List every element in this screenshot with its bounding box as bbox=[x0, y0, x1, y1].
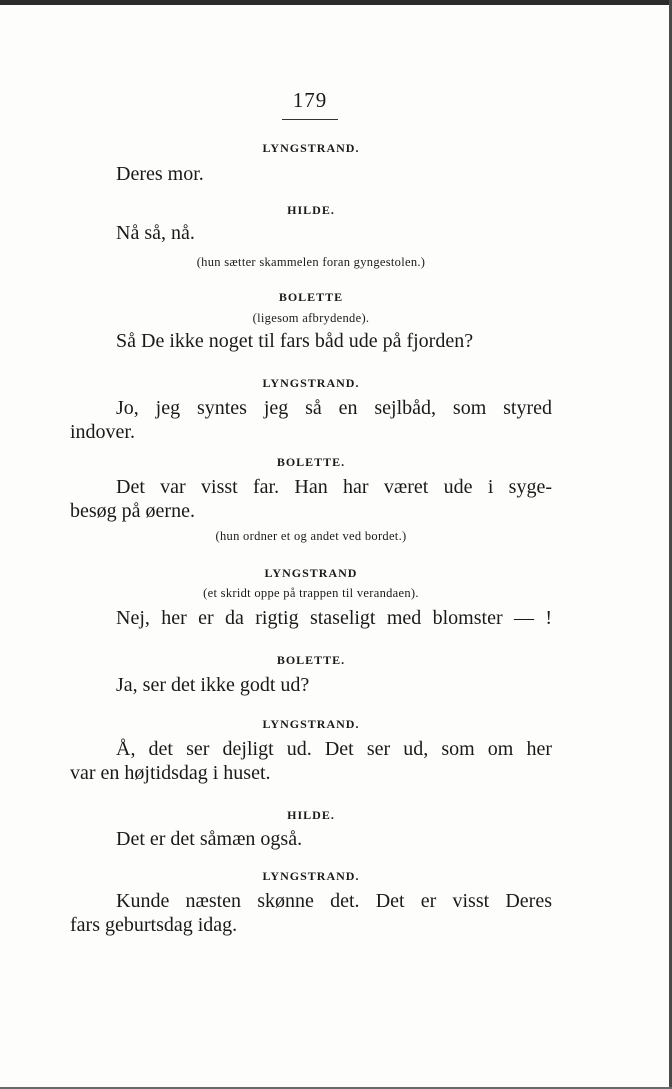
stage-direction: (ligesom afbrydende). bbox=[252, 311, 370, 325]
dialogue-line: besøg på øerne. bbox=[70, 500, 195, 522]
stage-direction: (hun ordner et og andet ved bordet.) bbox=[215, 529, 407, 543]
page-number: 179 bbox=[292, 88, 328, 112]
dialogue-line: Det er det såmæn også. bbox=[116, 828, 303, 850]
page-edge-top bbox=[0, 0, 672, 5]
dialogue-line: Deres mor. bbox=[116, 163, 204, 185]
dialogue-line: Nå så, nå. bbox=[116, 222, 195, 244]
speaker-name: LYNGSTRAND. bbox=[262, 141, 360, 155]
speaker-name: BOLETTE. bbox=[276, 455, 346, 469]
dialogue-line: Kunde næsten skønne det. Det er visst Deres bbox=[116, 890, 552, 912]
speaker-name: LYNGSTRAND bbox=[264, 566, 358, 580]
dialogue-line: Jo, jeg syntes jeg så en sejlbåd, som styred bbox=[116, 397, 552, 419]
speaker-name: BOLETTE bbox=[278, 290, 344, 304]
dialogue-line: fars geburtsdag idag. bbox=[70, 914, 238, 936]
dialogue-line: Ja, ser det ikke godt ud? bbox=[116, 674, 310, 696]
dialogue-line: Nej, her er da rigtig staseligt med blomster — ! bbox=[116, 607, 552, 629]
speaker-name: BOLETTE. bbox=[276, 653, 346, 667]
stage-direction: (hun sætter skammelen foran gyngestolen.) bbox=[196, 255, 426, 269]
dialogue-line: indover. bbox=[70, 421, 135, 443]
dialogue-line: Å, det ser dejligt ud. Det ser ud, som om her bbox=[116, 738, 552, 760]
speaker-name: HILDE. bbox=[287, 808, 335, 822]
speaker-name: LYNGSTRAND. bbox=[262, 717, 360, 731]
speaker-name: LYNGSTRAND. bbox=[262, 376, 360, 390]
stage-direction: (et skridt oppe på trappen til verandaen). bbox=[203, 586, 419, 600]
speaker-name: LYNGSTRAND. bbox=[262, 869, 360, 883]
dialogue-line: var en højtidsdag i huset. bbox=[70, 762, 271, 784]
dialogue-line: Det var visst far. Han har været ude i syge- bbox=[116, 476, 552, 498]
speaker-name: HILDE. bbox=[287, 203, 335, 217]
page-number-rule bbox=[282, 119, 338, 120]
dialogue-line: Så De ikke noget til fars båd ude på fjorden? bbox=[116, 330, 474, 352]
